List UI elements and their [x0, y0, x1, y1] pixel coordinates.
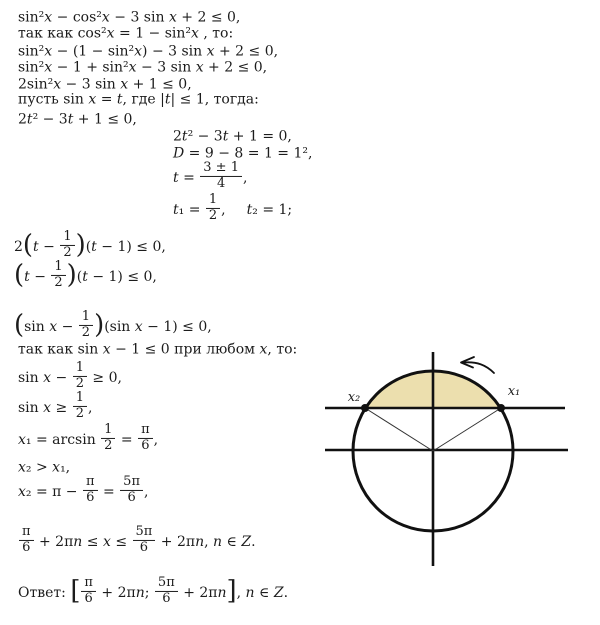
math-line-5: 2sin²x − 3 sin x + 1 ≤ 0, [18, 76, 192, 93]
math-variable: n [73, 534, 83, 550]
math-line-1: sin²x − cos²x − 3 sin x + 2 ≤ 0, [18, 9, 241, 26]
fraction-denominator: 6 [141, 437, 150, 453]
fraction-numerator: 1 [101, 423, 115, 439]
math-variable: x [102, 534, 111, 550]
math-variable: D [173, 145, 185, 162]
point-x1 [497, 404, 505, 412]
math-line-7: 2t² − 3t + 1 ≤ 0, [18, 111, 137, 128]
math-variable: Z [273, 585, 284, 601]
math-variable: t [173, 170, 179, 186]
math-variable: t [91, 239, 97, 255]
math-variable: x [18, 432, 26, 448]
counterclockwise-arrow-icon [464, 362, 494, 373]
math-variable: t [173, 202, 179, 218]
fraction [60, 230, 74, 260]
math-variable: x [206, 43, 215, 60]
fraction-denominator: 6 [84, 590, 93, 606]
math-variable: x [53, 76, 62, 93]
math-line-15: так как sin x − 1 ≤ 0 при любом x, то: [18, 341, 298, 358]
fraction [138, 423, 153, 453]
math-line-10: t = $\frac{3 \pm 1}{4}$ , [173, 160, 248, 191]
math-line-14: (sin x − $\frac{1}{2}$ )(sin x − 1) ≤ 0, [14, 309, 212, 341]
fraction-denominator: 4 [216, 175, 226, 191]
math-variable: x [102, 341, 111, 358]
math-variable: x [88, 91, 97, 108]
fraction [200, 161, 242, 191]
fraction-denominator: 2 [75, 405, 84, 421]
math-variable: t [246, 202, 253, 218]
math-variable: n [217, 585, 227, 601]
math-variable: x [195, 59, 204, 76]
math-variable: x [106, 25, 115, 42]
math-variable: t [82, 269, 88, 285]
math-variable: t [26, 111, 33, 128]
fraction [155, 576, 178, 606]
fraction-numerator: 5π [155, 576, 178, 592]
fraction-numerator: 1 [73, 391, 87, 407]
math-line-19: x₂ > x₁, [18, 459, 71, 476]
fraction [73, 361, 87, 391]
math-variable: x [191, 25, 199, 42]
fraction-numerator: π [83, 475, 98, 491]
fraction [19, 525, 34, 555]
math-line-4: sin²x − 1 + sin²x − 3 sin x + 2 ≤ 0, [18, 59, 268, 76]
fraction-denominator: 2 [208, 207, 218, 223]
math-variable: t [222, 128, 229, 145]
fraction-denominator: 6 [22, 539, 31, 555]
fraction-numerator: π [138, 423, 153, 439]
fraction-denominator: 2 [104, 437, 113, 453]
point-x2 [361, 404, 369, 412]
math-variable: t [181, 128, 188, 145]
math-variable: x [168, 9, 177, 26]
math-line-8: 2t² − 3t + 1 = 0, [173, 128, 292, 145]
fraction-denominator: 6 [162, 590, 171, 606]
fraction-denominator: 2 [75, 375, 84, 391]
math-line-12: 2(t − $\frac{1}{2}$ )(t − 1) ≤ 0, [14, 229, 166, 261]
math-variable: x [134, 43, 143, 60]
fraction-denominator: 6 [127, 489, 136, 505]
math-variable: x [43, 370, 52, 386]
fraction-denominator: 6 [86, 489, 95, 505]
math-variable: Z [241, 534, 252, 550]
math-variable: x [52, 459, 61, 476]
fraction-denominator: 2 [81, 324, 91, 340]
fraction [79, 310, 93, 340]
math-variable: x [49, 319, 58, 335]
fraction-numerator: 1 [79, 310, 93, 326]
x2-label: x₂ [347, 390, 361, 405]
fraction [81, 576, 96, 606]
math-line-16: sin x − $\frac{1}{2}$ ≥ 0, [18, 360, 122, 391]
math-line-22: Ответ: [ $\frac{\pi}{6}$ + 2πn; $\frac{5\pi}{6}$ + 2πn], n ∈ Z. [18, 575, 289, 607]
fraction-numerator: 1 [206, 193, 220, 209]
math-line-9: D = 9 − 8 = 1 = 1², [173, 145, 313, 162]
math-variable: n [195, 534, 205, 550]
math-variable: t [67, 111, 74, 128]
fraction-numerator: π [19, 525, 34, 541]
fraction-numerator: 5π [120, 475, 143, 491]
math-variable: t [164, 91, 171, 108]
fraction [206, 193, 220, 223]
fraction [83, 475, 98, 505]
math-variable: x [120, 76, 129, 93]
fraction-numerator: π [81, 576, 96, 592]
math-variable: x [259, 341, 268, 358]
math-variable: x [43, 400, 52, 416]
math-line-21: $\frac{\pi}{6}$ + 2πn ≤ x ≤ $\frac{5\pi}{6}$ + 2πn, n ∈ Z. [18, 527, 256, 557]
fraction [133, 525, 156, 555]
math-variable: x [18, 484, 26, 500]
math-variable: n [213, 534, 223, 550]
math-line-13: (t − $\frac{1}{2}$ )(t − 1) ≤ 0, [14, 259, 157, 291]
math-variable: n [245, 585, 255, 601]
math-variable: t [24, 269, 30, 285]
unit-circle-diagram [310, 340, 600, 625]
math-line-6: пусть sin x = t, где |t| ≤ 1, тогда: [18, 91, 259, 108]
fraction-denominator: 6 [139, 539, 149, 555]
fraction-denominator: 2 [54, 274, 63, 290]
fraction-numerator: 3 ± 1 [200, 161, 242, 177]
math-variable: x [128, 59, 137, 76]
math-line-2: так как cos²x = 1 − sin²x , то: [18, 25, 234, 42]
math-line-3: sin²x − (1 − sin²x) − 3 sin x + 2 ≤ 0, [18, 43, 279, 60]
fraction-numerator: 1 [73, 361, 87, 377]
math-variable: x [18, 459, 26, 476]
math-variable: t [116, 91, 123, 108]
radius-line-x2 [365, 408, 433, 451]
math-line-17: sin x ≥ $\frac{1}{2}$ , [18, 390, 93, 421]
math-line-18: x₁ = arcsin $\frac{1}{2}$ = $\frac{\pi}{6}$ , [18, 422, 159, 453]
math-variable: x [44, 43, 53, 60]
radius-line-x1 [433, 408, 501, 451]
math-line-20: x₂ = π − $\frac{\pi}{6}$ = $\frac{5\pi}{6}$ , [18, 474, 149, 505]
fraction [101, 423, 115, 453]
math-variable: t [33, 239, 39, 255]
x1-label: x₁ [507, 384, 521, 399]
math-variable: x [44, 59, 53, 76]
fraction-numerator: 5π [133, 525, 156, 541]
fraction [120, 475, 143, 505]
math-variable: n [135, 585, 145, 601]
math-variable: x [44, 9, 53, 26]
fraction [51, 260, 65, 290]
fraction-numerator: 1 [60, 230, 74, 246]
fraction-denominator: 2 [63, 244, 72, 260]
math-variable: x [134, 319, 143, 335]
math-line-11: t₁ = $\frac{1}{2}$ , t₂ = 1; [173, 192, 293, 223]
fraction [73, 391, 87, 421]
math-variable: x [101, 9, 110, 26]
fraction-numerator: 1 [51, 260, 65, 276]
